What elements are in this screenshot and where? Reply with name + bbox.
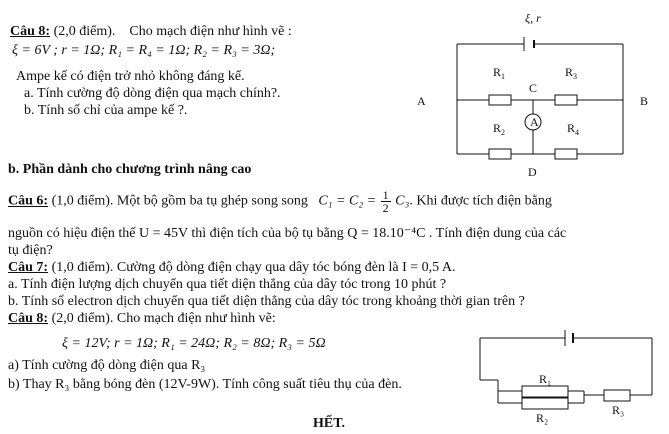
resistor-r3	[604, 390, 630, 401]
fraction-one-half	[381, 189, 391, 214]
resistor-r2	[522, 398, 568, 409]
r2-subscript: 2	[501, 128, 506, 137]
q6-line-2: nguồn có hiệu điện thế U = 45V thì điện tích của bộ tụ bằng Q = 18.10⁻⁴C . Tính điện dung của các	[8, 226, 567, 241]
q8-heading-line	[10, 24, 292, 40]
q8b-text: (2,0 điểm). Cho mạch điện như hình vẽ:	[51, 311, 276, 326]
node-d-label: D	[528, 165, 537, 179]
q7-text: (1,0 điểm). Cường độ dòng điện chạy qua dây tóc bóng đèn là I = 0,5 A.	[51, 260, 456, 275]
q6-line-1	[8, 189, 552, 214]
ammeter-label: A	[530, 115, 539, 129]
r1-subscript: 1	[501, 72, 506, 81]
q6-equation-right: C₃	[395, 193, 410, 209]
r1-label: R₁	[539, 372, 552, 386]
q8b-heading-line	[8, 311, 276, 327]
circuit-diagram-1	[415, 4, 665, 184]
q6-text-2: . Khi được tích điện bằng	[409, 193, 552, 209]
question-label: Câu 6:	[8, 193, 49, 209]
fraction-denominator: 2	[382, 201, 389, 215]
r1-label	[493, 65, 505, 81]
q6-equation-left: C₁ = C₂ =	[318, 193, 377, 209]
r3-subscript: 3	[573, 72, 578, 81]
node-b-label: B	[640, 94, 649, 108]
resistor-r2	[489, 149, 511, 159]
r4-label	[567, 121, 579, 137]
q8-part-a: a. Tính cường độ dòng điện qua mạch chính?.	[24, 86, 281, 101]
question-label: Câu 7:	[8, 260, 49, 275]
r2-letter: R	[493, 121, 502, 135]
r4-subscript: 4	[575, 128, 580, 137]
node-c-label: C	[529, 81, 538, 95]
q8-given-values: ξ = 6V ; r = 1Ω; R₁ = R₄ = 1Ω; R₂ = R₃ = 3Ω;	[12, 43, 276, 58]
q8-note: Ampe kế có điện trở nhỏ không đáng kể.	[16, 69, 245, 84]
question-intro: Cho mạch điện như hình vẽ :	[129, 24, 292, 39]
q6-line-3: tụ điện?	[8, 243, 53, 258]
q8b-given-values: ξ = 12V; r = 1Ω; R₁ = 24Ω; R₂ = 8Ω; R₃ = 5Ω	[62, 336, 326, 351]
resistor-r4	[555, 149, 577, 159]
resistor-r1	[522, 386, 568, 397]
r2-label	[493, 121, 505, 137]
q8-part-b: b. Tính số chỉ của ampe kế ?.	[24, 103, 188, 118]
question-label: Câu 8:	[10, 24, 51, 39]
r3-label: R₃	[612, 403, 625, 417]
q8b-part-b: b) Thay R₃ bằng bóng đèn (12V-9W). Tính công suất tiêu thụ của đèn.	[8, 377, 402, 392]
r1-letter: R	[493, 65, 502, 79]
r3-label	[565, 65, 577, 81]
resistor-r1	[489, 95, 511, 105]
q7-heading-line	[8, 260, 455, 276]
resistor-r3	[555, 95, 577, 105]
question-label: Câu 8:	[8, 311, 49, 326]
q7-part-b: b. Tính số electron dịch chuyển qua tiết diện thẳng của dây tóc trong khoảng thời gian trên ?	[8, 294, 525, 309]
q6-text-1: (1,0 điểm). Một bộ gồm ba tụ ghép song song	[51, 193, 308, 209]
r4-letter: R	[567, 121, 576, 135]
node-a-label: A	[417, 94, 426, 108]
q8b-part-a: a) Tính cường độ dòng điện qua R₃	[8, 358, 206, 373]
r2-label: R₂	[536, 411, 549, 425]
question-points: (2,0 điểm).	[53, 24, 116, 39]
section-heading: b. Phần dành cho chương trình nâng cao	[8, 162, 252, 177]
circuit-diagram-2	[472, 320, 662, 432]
end-marker: HẾT.	[313, 416, 346, 431]
fraction-numerator: 1	[382, 188, 389, 202]
emf-label: ξ, r	[525, 11, 541, 25]
r3-letter: R	[565, 65, 574, 79]
q7-part-a: a. Tính điện lượng dịch chuyển qua tiết diện thẳng của dây tóc trong 10 phút ?	[8, 277, 447, 292]
